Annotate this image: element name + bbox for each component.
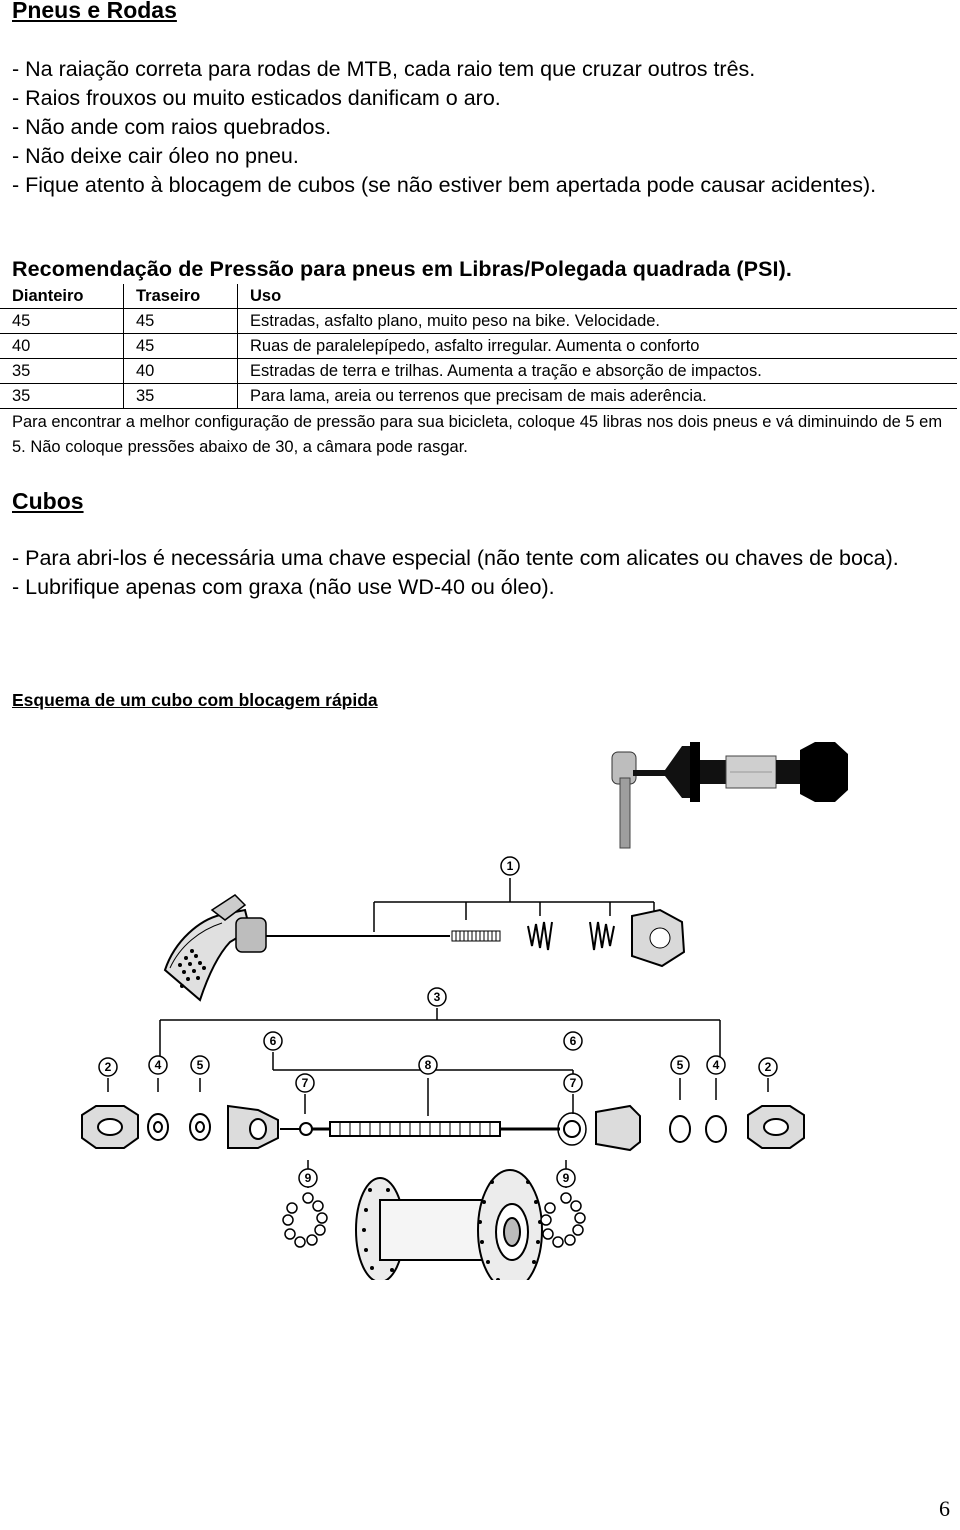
callout-6 <box>564 1032 582 1050</box>
svg-text:6: 6 <box>269 1034 277 1048</box>
cell-dianteiro: 35 <box>0 384 124 409</box>
table-row <box>0 384 957 409</box>
callout-2 <box>759 1058 777 1076</box>
callout-7 <box>296 1074 314 1092</box>
svg-text:6: 6 <box>569 1034 577 1048</box>
list-item: - Não deixe cair óleo no pneu. <box>12 144 299 168</box>
callout-4 <box>707 1056 725 1074</box>
pressure-table <box>0 284 957 409</box>
callout-7 <box>564 1074 582 1092</box>
callout-6 <box>264 1032 282 1050</box>
cell-dianteiro: 40 <box>0 334 124 359</box>
svg-text:2: 2 <box>104 1060 112 1074</box>
table-row <box>0 309 957 334</box>
callout-2 <box>99 1058 117 1076</box>
schema-title: Esquema de um cubo com blocagem rápida <box>12 690 378 710</box>
pressure-note: Para encontrar a melhor configuração de pressão para sua bicicleta, coloque 45 libras nos dois pneus e vá diminuindo de 5 em 5. Não coloque pressões abaixo de 30, a câmara pode rasgar. <box>12 413 943 456</box>
page-number: 6 <box>939 1496 950 1521</box>
right-bearing-ring <box>541 1193 585 1247</box>
svg-text:7: 7 <box>301 1076 309 1090</box>
callout-5 <box>671 1056 689 1074</box>
svg-text:4: 4 <box>154 1058 162 1072</box>
list-item: - Na raiação correta para rodas de MTB, cada raio tem que cruzar outros três. <box>12 57 756 81</box>
quick-release-lever <box>165 895 500 1000</box>
list-item: - Raios frouxos ou muito esticados danificam o aro. <box>12 86 501 110</box>
callout-5 <box>191 1056 209 1074</box>
springs <box>528 922 614 950</box>
callout-1 <box>501 857 519 875</box>
cubos-bullet-list <box>12 544 952 602</box>
table-row <box>0 334 957 359</box>
cell-dianteiro: 45 <box>0 309 124 334</box>
cell-uso: Estradas de terra e trilhas. Aumenta a tração e absorção de impactos. <box>238 359 958 384</box>
section-title-cubos: Cubos <box>12 488 84 514</box>
svg-text:9: 9 <box>304 1171 312 1185</box>
qr-nut <box>632 910 684 966</box>
list-item: - Lubrifique apenas com graxa (não use WD-40 ou óleo). <box>12 575 555 599</box>
hub-exploded-diagram <box>0 720 960 1280</box>
callout-4 <box>149 1056 167 1074</box>
pressure-title: Recomendação de Pressão para pneus em Libras/Polegada quadrada (PSI). <box>12 257 792 281</box>
svg-text:4: 4 <box>712 1058 720 1072</box>
header-uso: Uso <box>238 284 958 309</box>
table-row <box>0 359 957 384</box>
cell-traseiro: 40 <box>124 359 238 384</box>
cell-traseiro: 45 <box>124 309 238 334</box>
callout-8 <box>419 1056 437 1074</box>
cell-uso: Para lama, areia ou terrenos que precisam de mais aderência. <box>238 384 958 409</box>
svg-text:5: 5 <box>676 1058 684 1072</box>
cell-dianteiro: 35 <box>0 359 124 384</box>
svg-text:8: 8 <box>424 1058 432 1072</box>
callout-1-leaders <box>374 878 654 932</box>
list-item: - Para abri-los é necessária uma chave especial (não tente com alicates ou chaves de boca). <box>12 546 899 570</box>
assembled-hub-image <box>612 742 848 848</box>
cell-uso: Ruas de paralelepípedo, asfalto irregular. Aumenta o conforto <box>238 334 958 359</box>
header-traseiro: Traseiro <box>124 284 238 309</box>
svg-text:7: 7 <box>569 1076 577 1090</box>
list-item: - Não ande com raios quebrados. <box>12 115 332 139</box>
table-header-row <box>0 284 957 309</box>
svg-text:2: 2 <box>764 1060 772 1074</box>
cell-traseiro: 45 <box>124 334 238 359</box>
left-bearing-ring <box>283 1193 327 1247</box>
cell-traseiro: 35 <box>124 384 238 409</box>
header-dianteiro: Dianteiro <box>0 284 124 309</box>
svg-text:5: 5 <box>196 1058 204 1072</box>
cell-uso: Estradas, asfalto plano, muito peso na bike. Velocidade. <box>238 309 958 334</box>
list-item: - Fique atento à blocagem de cubos (se não estiver bem apertada pode causar acidentes). <box>12 173 877 197</box>
callout-3 <box>428 988 446 1006</box>
hub-parts-row <box>82 1106 804 1150</box>
svg-text:9: 9 <box>562 1171 570 1185</box>
callout-9 <box>557 1169 575 1187</box>
hub-body <box>356 1170 542 1280</box>
svg-text:1: 1 <box>506 859 514 873</box>
callout-9 <box>299 1169 317 1187</box>
section-title-pneus: Pneus e Rodas <box>12 0 177 23</box>
pneus-bullet-list <box>12 55 942 200</box>
svg-text:3: 3 <box>433 990 441 1004</box>
